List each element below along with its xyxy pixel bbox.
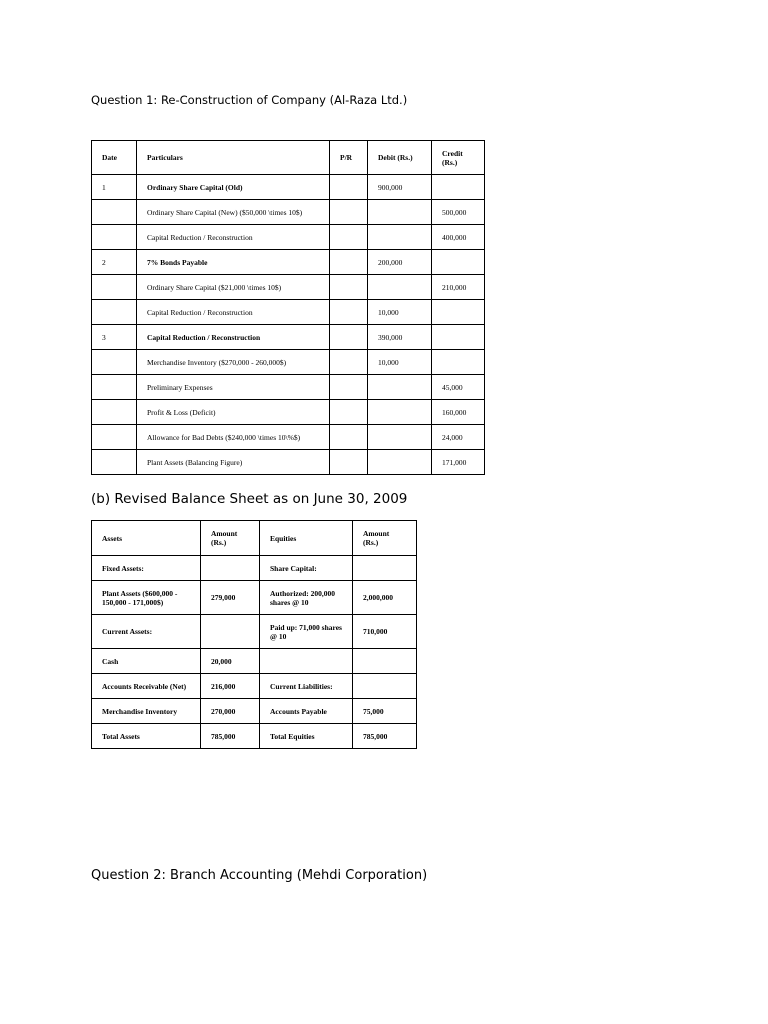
table-row [92,250,485,275]
equity-cell: Share Capital: [260,556,353,581]
date-cell: 1 [92,175,137,200]
debit-cell: 200,000 [368,250,432,275]
pr-cell [330,275,368,300]
asset-amount-cell: 20,000 [201,649,260,674]
balance-sheet-table [91,520,417,749]
pr-cell [330,425,368,450]
credit-cell: 45,000 [432,375,485,400]
equity-amount-cell: 785,000 [353,724,417,749]
table-row [92,300,485,325]
table-row [92,674,417,699]
asset-cell: Cash [92,649,201,674]
particulars-cell: Capital Reduction / Reconstruction [137,325,330,350]
credit-cell [432,300,485,325]
date-cell: 2 [92,250,137,275]
equity-amount-cell: 710,000 [353,615,417,649]
table-row [92,450,485,475]
equity-cell: Accounts Payable [260,699,353,724]
debit-cell: 10,000 [368,350,432,375]
equity-cell [260,649,353,674]
table-row [92,175,485,200]
pr-cell [330,225,368,250]
date-cell [92,425,137,450]
balance-sheet-heading: (b) Revised Balance Sheet as on June 30, 2009 [91,491,408,507]
date-cell: 3 [92,325,137,350]
pr-cell [330,375,368,400]
asset-amount-cell [201,556,260,581]
table-row [92,699,417,724]
equity-amount-cell [353,556,417,581]
particulars-cell: Capital Reduction / Reconstruction [137,225,330,250]
header-debit: Debit (Rs.) [368,141,432,175]
particulars-cell: Ordinary Share Capital ($21,000 \times 10$) [137,275,330,300]
pr-cell [330,175,368,200]
credit-cell: 500,000 [432,200,485,225]
asset-cell: Accounts Receivable (Net) [92,674,201,699]
table-row [92,325,485,350]
equity-cell: Paid up: 71,000 shares @ 10 [260,615,353,649]
asset-amount-cell: 270,000 [201,699,260,724]
date-cell [92,350,137,375]
date-cell [92,400,137,425]
header-asset-amount: Amount (Rs.) [201,521,260,556]
table-row [92,350,485,375]
equity-cell: Current Liabilities: [260,674,353,699]
date-cell [92,200,137,225]
pr-cell [330,325,368,350]
asset-cell: Plant Assets ($600,000 - 150,000 - 171,000$) [92,581,201,615]
pr-cell [330,450,368,475]
particulars-cell: Capital Reduction / Reconstruction [137,300,330,325]
table-row [92,615,417,649]
asset-amount-cell: 216,000 [201,674,260,699]
debit-cell: 390,000 [368,325,432,350]
asset-cell: Total Assets [92,724,201,749]
particulars-cell: 7% Bonds Payable [137,250,330,275]
asset-cell: Current Assets: [92,615,201,649]
header-pr: P/R [330,141,368,175]
particulars-cell: Merchandise Inventory ($270,000 - 260,000$) [137,350,330,375]
credit-cell [432,325,485,350]
header-date: Date [92,141,137,175]
debit-cell [368,225,432,250]
debit-cell [368,275,432,300]
table-row [92,275,485,300]
debit-cell [368,450,432,475]
credit-cell: 400,000 [432,225,485,250]
asset-amount-cell: 785,000 [201,724,260,749]
table-row [92,649,417,674]
asset-amount-cell [201,615,260,649]
asset-cell: Fixed Assets: [92,556,201,581]
equity-amount-cell [353,649,417,674]
pr-cell [330,250,368,275]
equity-cell: Authorized: 200,000 shares @ 10 [260,581,353,615]
debit-cell: 10,000 [368,300,432,325]
particulars-cell: Plant Assets (Balancing Figure) [137,450,330,475]
header-equities: Equities [260,521,353,556]
header-equity-amount: Amount (Rs.) [353,521,417,556]
table-row [92,225,485,250]
header-credit: Credit (Rs.) [432,141,485,175]
balance-header-row [92,521,417,556]
credit-cell [432,175,485,200]
date-cell [92,225,137,250]
debit-cell [368,200,432,225]
asset-cell: Merchandise Inventory [92,699,201,724]
credit-cell: 24,000 [432,425,485,450]
journal-entries-table [91,140,485,475]
date-cell [92,300,137,325]
credit-cell: 171,000 [432,450,485,475]
pr-cell [330,200,368,225]
table-row [92,400,485,425]
particulars-cell: Allowance for Bad Debts ($240,000 \times 10\%$) [137,425,330,450]
equity-amount-cell [353,674,417,699]
credit-cell: 160,000 [432,400,485,425]
credit-cell: 210,000 [432,275,485,300]
equity-amount-cell: 75,000 [353,699,417,724]
debit-cell [368,400,432,425]
pr-cell [330,350,368,375]
pr-cell [330,300,368,325]
journal-header-row [92,141,485,175]
equity-cell: Total Equities [260,724,353,749]
table-row [92,556,417,581]
table-row [92,581,417,615]
particulars-cell: Profit & Loss (Deficit) [137,400,330,425]
date-cell [92,450,137,475]
question-2-heading: Question 2: Branch Accounting (Mehdi Corporation) [91,868,428,883]
debit-cell [368,375,432,400]
credit-cell [432,350,485,375]
header-assets: Assets [92,521,201,556]
pr-cell [330,400,368,425]
equity-amount-cell: 2,000,000 [353,581,417,615]
header-particulars: Particulars [137,141,330,175]
table-row [92,724,417,749]
particulars-cell: Ordinary Share Capital (New) ($50,000 \times 10$) [137,200,330,225]
date-cell [92,375,137,400]
asset-amount-cell: 279,000 [201,581,260,615]
particulars-cell: Preliminary Expenses [137,375,330,400]
table-row [92,425,485,450]
debit-cell [368,425,432,450]
table-row [92,200,485,225]
question-1-heading: Question 1: Re-Construction of Company (Al-Raza Ltd.) [91,93,408,107]
credit-cell [432,250,485,275]
table-row [92,375,485,400]
particulars-cell: Ordinary Share Capital (Old) [137,175,330,200]
debit-cell: 900,000 [368,175,432,200]
date-cell [92,275,137,300]
